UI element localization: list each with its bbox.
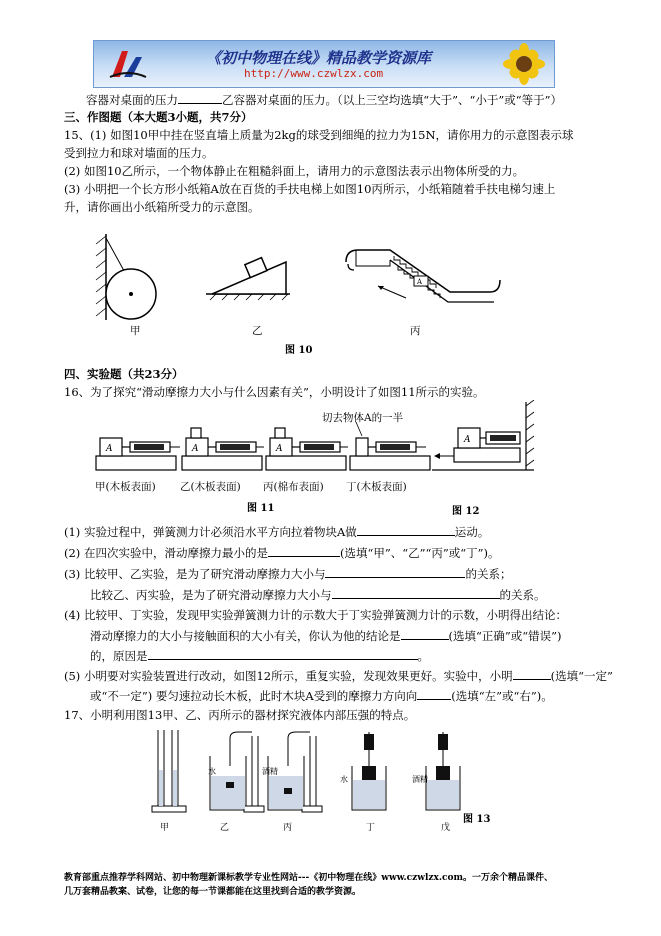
question-text bbox=[90, 648, 429, 664]
footer-line: 几万套精品教案、试卷，让您的每一节课都能在这里找到合适的教学资源。 bbox=[64, 887, 362, 897]
question-text: (2) 如图10乙所示，一个物体静止在粗糙斜面上，请用力的示意图法表示出物体所受的力。 bbox=[64, 164, 525, 178]
fig11-note: 切去物体A的一半 bbox=[322, 412, 404, 424]
section-heading: 四、实验题（共23分） bbox=[64, 367, 184, 381]
line-text: 运动。 bbox=[454, 525, 490, 539]
answer-blank[interactable] bbox=[513, 668, 551, 680]
fig13-liquid-label: 水 bbox=[208, 767, 216, 776]
answer-blank[interactable] bbox=[417, 688, 451, 700]
question-text bbox=[90, 587, 546, 603]
fig10-yi-diagram bbox=[206, 246, 292, 302]
line-text: (2) 在四次实验中，滑动摩擦力最小的是 bbox=[64, 546, 268, 560]
fig13-liquid-label: 酒精 bbox=[262, 767, 278, 776]
answer-blank[interactable] bbox=[401, 628, 449, 640]
question-text: 受到拉力和球对墙面的压力。 bbox=[64, 146, 214, 160]
fig11-block-label: A bbox=[106, 444, 113, 454]
sunflower-icon bbox=[496, 43, 552, 85]
line-text: 滑动摩擦力的大小与接触面积的大小有关，你认为他的结论是 bbox=[90, 629, 401, 643]
fig13-liquid-label: 水 bbox=[340, 775, 348, 784]
fig10-label-bing: 丙 bbox=[410, 325, 421, 337]
fig11-caption: 图 11 bbox=[247, 503, 275, 514]
question-text: 15、(1) 如图10甲中挂在竖直墙上质量为2kg的球受到细绳的拉力为15N，请你用力的示意图表示球 bbox=[64, 128, 574, 142]
question-text: 17、小明利用图13甲、乙、丙所示的器材探究液体内部压强的特点。 bbox=[64, 708, 416, 722]
fig13-label: 戊 bbox=[441, 823, 451, 833]
answer-blank[interactable] bbox=[268, 545, 340, 557]
text-line bbox=[86, 92, 562, 108]
fig11-label: 丁(木板表面) bbox=[346, 481, 407, 493]
footer-line: 教育部重点推荐学科网站、初中物理新课标教学专业性网站---《初中物理在线》www.czwlzx.com。一万余个精品课件、 bbox=[64, 873, 554, 883]
line-text: (3) 比较甲、乙实验，是为了研究滑动摩擦力大小与 bbox=[64, 567, 326, 581]
line-text: (选填“正确”或“错误”) bbox=[448, 629, 562, 643]
fig11-label: 乙(木板表面) bbox=[180, 481, 241, 493]
answer-blank[interactable] bbox=[357, 524, 455, 536]
line-text: (选填“左”或“右”)。 bbox=[451, 689, 553, 703]
fig13-liquid-label: 酒精 bbox=[412, 775, 428, 784]
answer-blank[interactable] bbox=[178, 92, 222, 104]
line-text: 或“不一定”) 要匀速拉动长木板，此时木块A受到的摩擦力方向向 bbox=[90, 689, 418, 703]
banner-url[interactable]: http://www.czwlzx.com bbox=[244, 67, 384, 80]
fig12-block-label: A bbox=[464, 435, 471, 445]
question-text bbox=[90, 688, 553, 704]
question-text bbox=[64, 566, 511, 582]
fig12-caption: 图 12 bbox=[452, 506, 480, 517]
answer-blank[interactable] bbox=[148, 648, 418, 660]
fig13-label: 乙 bbox=[220, 823, 230, 833]
fig11-label: 甲(木板表面) bbox=[95, 481, 156, 493]
fig12-diagram bbox=[430, 400, 536, 474]
question-text bbox=[64, 524, 489, 540]
fig11-block-label: A bbox=[276, 444, 283, 454]
fig10-caption: 图 10 bbox=[285, 345, 313, 356]
fig10-bing-escalator bbox=[340, 240, 504, 308]
fig10-label-jia: 甲 bbox=[130, 325, 141, 337]
question-text bbox=[64, 668, 613, 684]
fig10-box-label: A bbox=[417, 278, 423, 286]
question-text bbox=[64, 545, 499, 561]
fig13-label: 丁 bbox=[366, 823, 376, 833]
fig13-label: 丙 bbox=[283, 823, 293, 833]
line-text: 乙容器对桌面的压力。（以上三空均选填“大于”、“小于”或“等于”） bbox=[222, 93, 563, 107]
line-text: (5) 小明要对实验装置进行改动，如图12所示，重复实验，发现效果更好。实验中，小明 bbox=[64, 669, 513, 683]
fig10-jia-diagram bbox=[92, 232, 176, 322]
line-text: 的，原因是 bbox=[90, 649, 148, 663]
line-text: 容器对桌面的压力 bbox=[86, 93, 178, 107]
line-text: (选填“甲”、“乙”“丙”或“丁”)。 bbox=[339, 546, 500, 560]
question-text: 升，请你画出小纸箱所受力的示意图。 bbox=[64, 200, 260, 214]
fig11-block-label: A bbox=[192, 444, 199, 454]
question-text: (3) 小明把一个长方形小纸箱A放在百货的手扶电梯上如图10丙所示，小纸箱随着手扶电梯匀速上 bbox=[64, 182, 556, 196]
banner-title: 《初中物理在线》精品教学资源库 bbox=[206, 49, 432, 67]
answer-blank[interactable] bbox=[325, 566, 465, 578]
fig13-label: 甲 bbox=[160, 823, 170, 833]
fig13-caption: 图 13 bbox=[463, 814, 491, 825]
fig10-label-yi: 乙 bbox=[252, 325, 263, 337]
line-text: (选填“一定” bbox=[550, 669, 613, 683]
line-text: 的关系； bbox=[465, 567, 512, 581]
question-text: (4) 比较甲、丁实验，发现甲实验弹簧测力计的示数大于丁实验弹簧测力计的示数，小明得出结论： bbox=[64, 608, 567, 622]
line-text: 比较乙、丙实验，是为了研究滑动摩擦力大小与 bbox=[90, 588, 332, 602]
answer-blank[interactable] bbox=[332, 587, 500, 599]
question-text: 16、为了探究“滑动摩擦力大小与什么因素有关”，小明设计了如图11所示的实验。 bbox=[64, 385, 485, 399]
line-text: 的关系。 bbox=[499, 588, 546, 602]
line-text: (1) 实验过程中，弹簧测力计必须沿水平方向拉着物块A做 bbox=[64, 525, 357, 539]
fig13-diagram bbox=[150, 726, 480, 818]
fig11-label: 丙(棉布表面) bbox=[263, 481, 324, 493]
question-text bbox=[90, 628, 562, 644]
section-heading: 三、作图题（本大题3小题，共7分） bbox=[64, 110, 253, 124]
header-banner bbox=[93, 40, 555, 88]
line-text: 。 bbox=[417, 649, 429, 663]
logo-icon bbox=[108, 47, 148, 81]
